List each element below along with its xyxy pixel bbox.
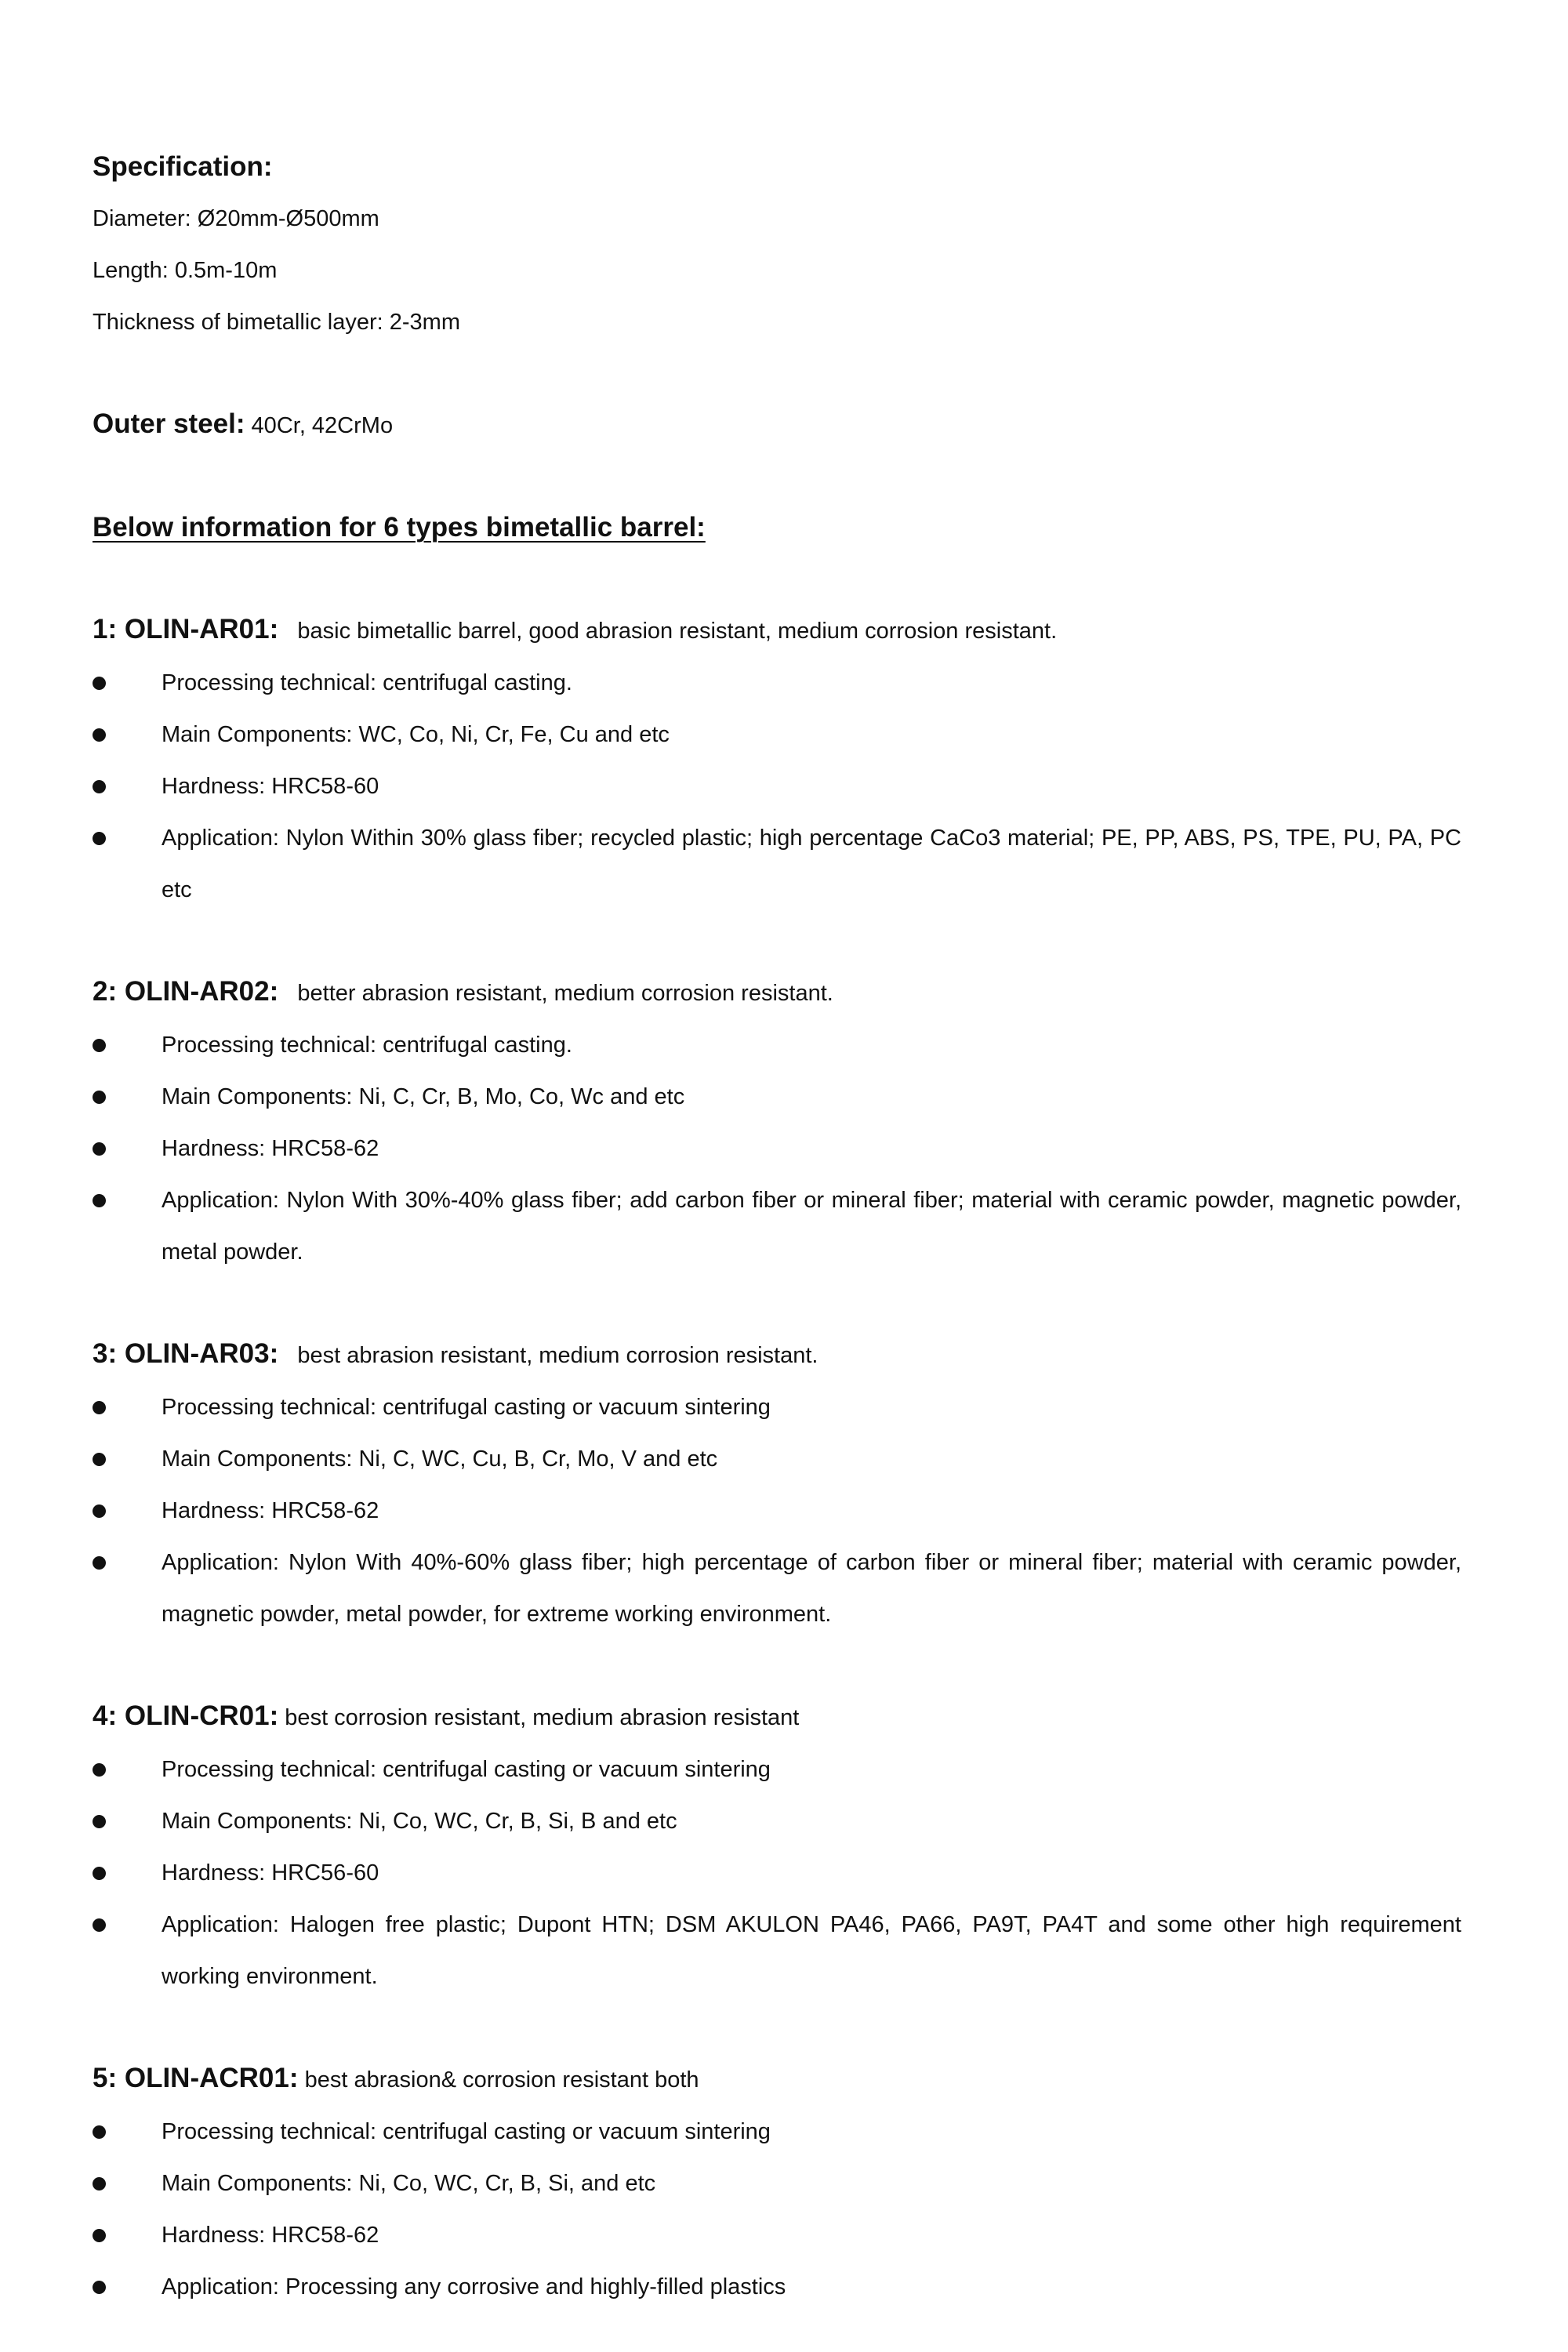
bullet-text: Application: Halogen free plastic; Dupont HTN; DSM AKULON PA46, PA66, PA9T, PA4T and some other high requirement working environment. xyxy=(162,1912,1461,1989)
product-section-cr01 xyxy=(93,1690,1461,2002)
product-section-ar02 xyxy=(93,966,1461,1278)
spacer xyxy=(93,452,1461,502)
bullet-hardness xyxy=(93,1485,1461,1537)
bullet-processing xyxy=(93,1381,1461,1433)
bullet-components xyxy=(93,1433,1461,1485)
bullet-icon xyxy=(93,1763,106,1777)
bullet-text: Processing technical: centrifugal casting or vacuum sintering xyxy=(162,1395,771,1420)
product-bullet-list xyxy=(93,1744,1461,2002)
product-bullet-list xyxy=(93,657,1461,916)
product-description: best abrasion& corrosion resistant both xyxy=(298,2067,699,2092)
product-bullet-list xyxy=(93,2106,1461,2313)
bullet-text: Main Components: Ni, Co, WC, Cr, B, Si, B and etc xyxy=(162,1809,677,1834)
bullet-components xyxy=(93,1795,1461,1847)
bullet-components xyxy=(93,1071,1461,1123)
product-description: best corrosion resistant, medium abrasion resistant xyxy=(278,1705,800,1730)
product-section-ar01 xyxy=(93,604,1461,916)
bullet-processing xyxy=(93,1744,1461,1795)
bullet-icon xyxy=(93,1504,106,1518)
spacer xyxy=(93,348,1461,398)
bullet-text: Application: Nylon With 30%-40% glass fiber; add carbon fiber or mineral fiber; material with ceramic powder, magnetic powder, metal powder. xyxy=(162,1188,1461,1265)
outer-steel-line xyxy=(93,398,1461,452)
bullet-icon xyxy=(93,1039,106,1052)
bullet-application xyxy=(93,2261,1461,2313)
outer-steel-label: Outer steel: xyxy=(93,408,245,439)
bullet-components xyxy=(93,2158,1461,2209)
bullet-icon xyxy=(93,2229,106,2242)
bullet-icon xyxy=(93,1815,106,1828)
bullet-hardness xyxy=(93,2209,1461,2261)
product-description: basic bimetallic barrel, good abrasion resistant, medium corrosion resistant. xyxy=(278,619,1058,644)
bullet-text: Processing technical: centrifugal casting. xyxy=(162,1033,572,1058)
product-code: 2: OLIN-AR02: xyxy=(93,976,279,1007)
bullet-icon xyxy=(93,1091,106,1104)
bullet-icon xyxy=(93,728,106,742)
spacer xyxy=(93,916,1461,966)
bullet-icon xyxy=(93,1556,106,1570)
bullet-text: Hardness: HRC56-60 xyxy=(162,1860,379,1886)
product-title xyxy=(93,604,1461,657)
bullet-text: Application: Nylon With 40%-60% glass fiber; high percentage of carbon fiber or mineral fiber; material with ceramic powder, magnetic powder, metal powder, for extreme working environment. xyxy=(162,1550,1461,1627)
bullet-text: Hardness: HRC58-62 xyxy=(162,1136,379,1161)
spec-length: Length: 0.5m-10m xyxy=(93,258,278,283)
bullet-processing xyxy=(93,1019,1461,1071)
product-code: 5: OLIN-ACR01: xyxy=(93,2063,299,2093)
bullet-icon xyxy=(93,2125,106,2139)
product-section-acr01 xyxy=(93,2053,1461,2313)
bullet-icon xyxy=(93,1867,106,1880)
bullet-hardness xyxy=(93,1123,1461,1174)
product-title xyxy=(93,1690,1461,1744)
product-title xyxy=(93,966,1461,1019)
bullet-hardness xyxy=(93,760,1461,812)
bullet-application xyxy=(93,1899,1461,2002)
bullet-icon xyxy=(93,677,106,690)
bullet-text: Processing technical: centrifugal casting or vacuum sintering xyxy=(162,1757,771,1782)
spacer xyxy=(93,1278,1461,1328)
product-code: 4: OLIN-CR01: xyxy=(93,1700,279,1731)
bullet-text: Main Components: Ni, Co, WC, Cr, B, Si, and etc xyxy=(162,2171,656,2196)
bullet-application xyxy=(93,812,1461,916)
outer-steel-value: 40Cr, 42CrMo xyxy=(245,413,394,438)
bullet-text: Hardness: HRC58-60 xyxy=(162,774,379,799)
bullet-icon xyxy=(93,2177,106,2190)
spec-thickness: Thickness of bimetallic layer: 2-3mm xyxy=(93,310,460,335)
product-bullet-list xyxy=(93,1381,1461,1640)
product-code: 3: OLIN-AR03: xyxy=(93,1338,279,1369)
bullet-text: Main Components: Ni, C, WC, Cu, B, Cr, Mo, V and etc xyxy=(162,1446,718,1472)
bullet-hardness xyxy=(93,1847,1461,1899)
bullet-text: Application: Nylon Within 30% glass fiber; recycled plastic; high percentage CaCo3 material; PE, PP, ABS, PS, TPE, PU, PA, PC etc xyxy=(162,826,1461,902)
bullet-icon xyxy=(93,2281,106,2294)
bullet-text: Processing technical: centrifugal casting or vacuum sintering xyxy=(162,2119,771,2144)
spacer xyxy=(93,2002,1461,2053)
product-code: 1: OLIN-AR01: xyxy=(93,614,279,644)
product-title xyxy=(93,1328,1461,1381)
bullet-icon xyxy=(93,832,106,845)
bullet-application xyxy=(93,1174,1461,1278)
bullet-text: Hardness: HRC58-62 xyxy=(162,1498,379,1523)
bullet-icon xyxy=(93,1194,106,1207)
bullet-icon xyxy=(93,1401,106,1414)
product-title xyxy=(93,2053,1461,2106)
bullet-application xyxy=(93,1537,1461,1640)
bullet-icon xyxy=(93,1453,106,1466)
spacer xyxy=(93,554,1461,604)
bullet-text: Main Components: Ni, C, Cr, B, Mo, Co, Wc and etc xyxy=(162,1084,685,1109)
bullet-icon xyxy=(93,1142,106,1156)
bullet-text: Main Components: WC, Co, Ni, Cr, Fe, Cu and etc xyxy=(162,722,670,747)
bullet-icon xyxy=(93,1918,106,1932)
bullet-text: Application: Processing any corrosive and highly-filled plastics xyxy=(162,2274,786,2299)
document-page xyxy=(93,141,1461,2313)
specification-heading: Specification: xyxy=(93,151,273,182)
types-intro-heading: Below information for 6 types bimetallic barrel: xyxy=(93,512,706,543)
bullet-text: Hardness: HRC58-62 xyxy=(162,2223,379,2248)
bullet-processing xyxy=(93,657,1461,709)
spec-diameter: Diameter: Ø20mm-Ø500mm xyxy=(93,206,379,231)
bullet-processing xyxy=(93,2106,1461,2158)
product-section-ar03 xyxy=(93,1328,1461,1640)
product-bullet-list xyxy=(93,1019,1461,1278)
bullet-components xyxy=(93,709,1461,760)
bullet-text: Processing technical: centrifugal casting. xyxy=(162,670,572,695)
spacer xyxy=(93,1640,1461,1690)
product-description: better abrasion resistant, medium corrosion resistant. xyxy=(278,981,833,1006)
bullet-icon xyxy=(93,780,106,793)
product-description: best abrasion resistant, medium corrosion resistant. xyxy=(278,1343,818,1368)
